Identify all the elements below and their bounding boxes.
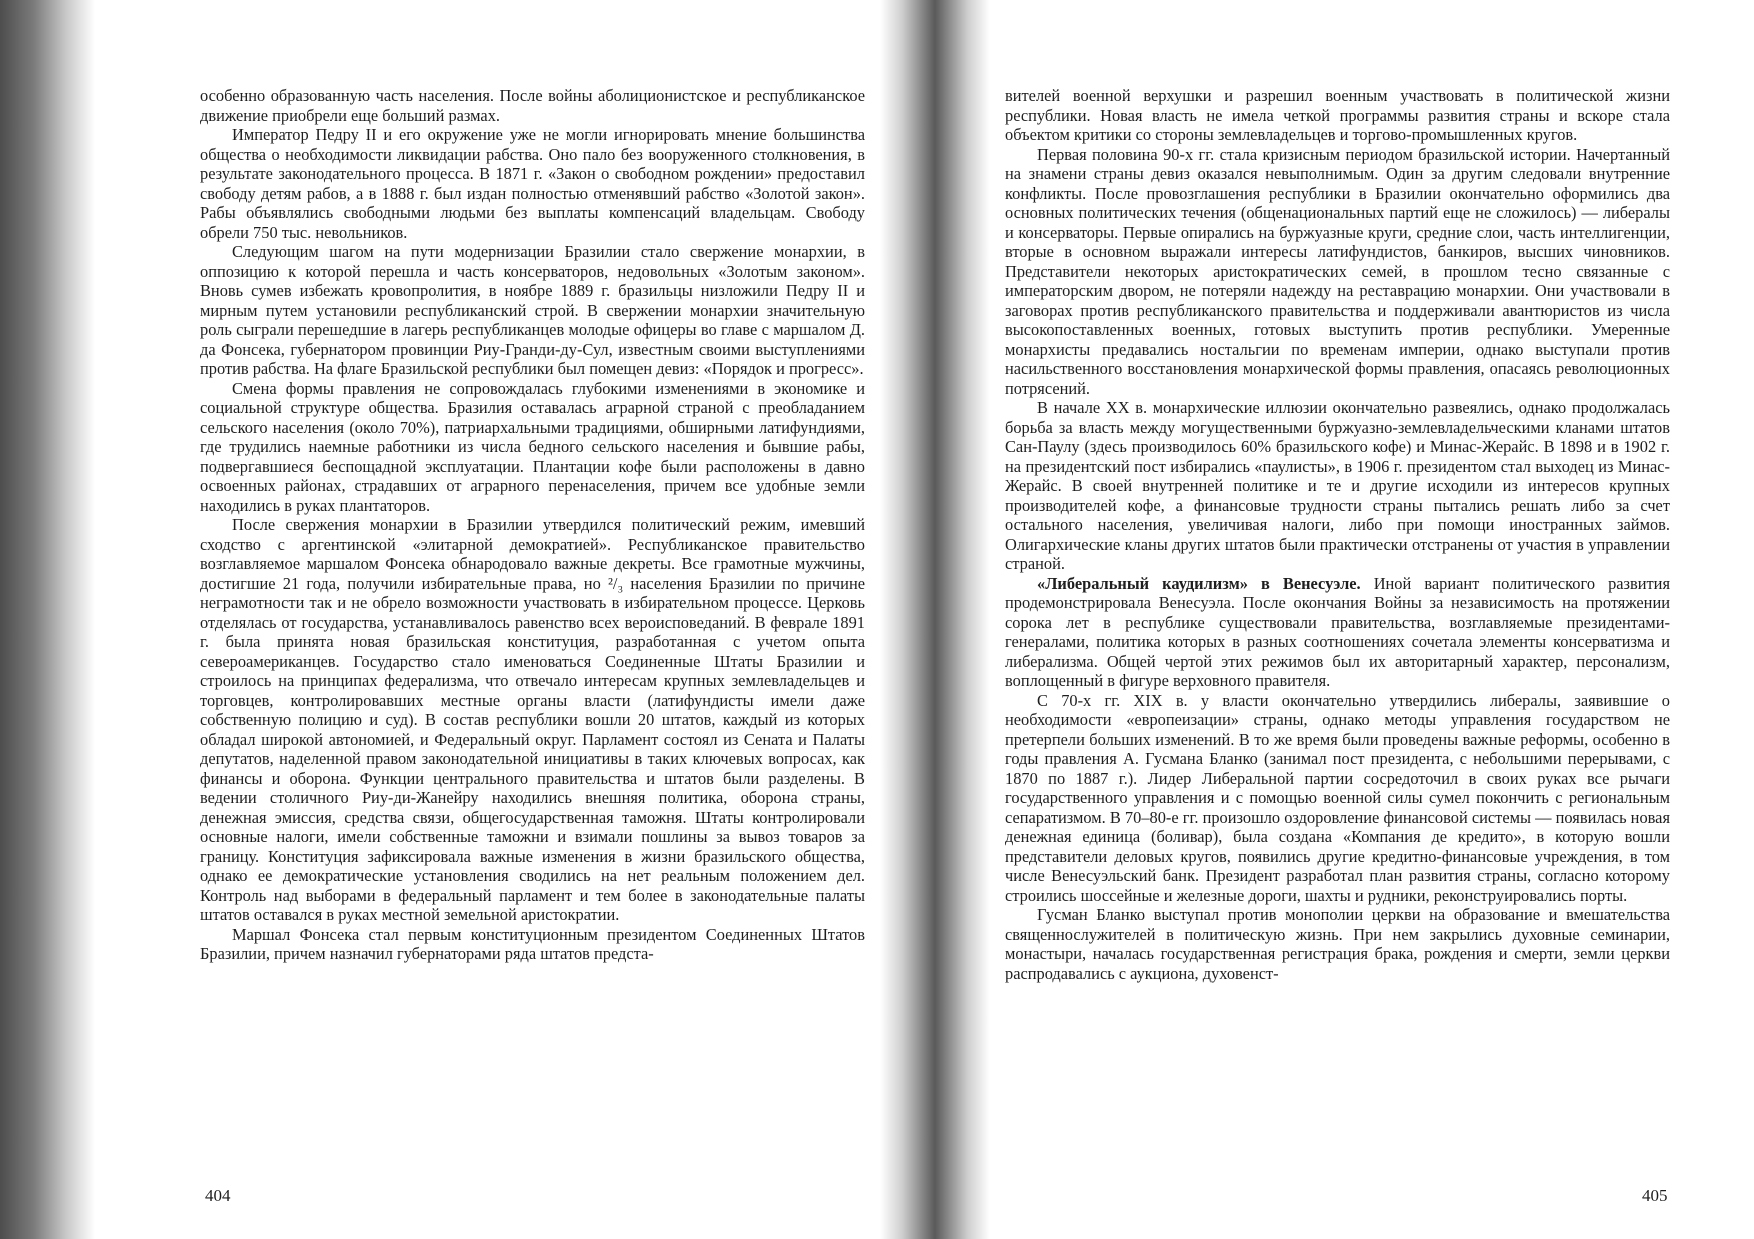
paragraph: вителей военной верхушки и разрешил военным участвовать в политической жизни республики. Новая власть не имела четкой программы развития страны и вскоре стала объектом критики со стороны землевладельцев и торгово-промышленных кругов. (1005, 86, 1670, 144)
section-text: Иной вариант политического развития продемонстрировала Венесуэла. После окончания Войны за независимость на протяжении сорока лет в республике существовали правительства, возглавляемые президентами-генералами, политика которых в разных соотношениях сочетала элементы консерватизма и либерализма. Общей чертой этих режимов был их авторитарный характер, персонализм, воплощенный в фигуре верховного правителя. (1005, 573, 1670, 690)
paragraph: Смена формы правления не сопровождалась глубокими изменениями в экономике и социальной структуре общества. Бразилия оставалась аграрной страной с преобладанием сельского населения (около 70%), патриархальными традициями, обширными латифундиями, где трудились наемные работники из числа бедного сельского населения и бывшие рабы, подвергавшиеся беспощадной эксплуатации. Плантации кофе были расположены в давно освоенных районах, страдавших от аграрного перенаселения, причем все удобные земли находились в руках плантаторов. (200, 378, 865, 515)
section-heading: «Либеральный каудилизм» в Венесуэле. (1037, 573, 1361, 593)
scan-shadow-left (0, 0, 95, 1239)
left-page-text (200, 86, 865, 964)
paragraph: В начале XX в. монархические иллюзии окончательно развеялись, однако продолжалась борьба за власть между могущественными буржуазно-землевладельческими кланами штатов Сан-Паулу (здесь производилось 60% бразильского кофе) и Минас-Жерайс. В 1898 и в 1902 г. на президентский пост избирались «паулисты», в 1906 г. президентом стал выходец из Минас-Жерайс. В своей внутренней политике и те и другие исходили из интересов крупных производителей кофе, а финансовые трудности страны пытались решать либо за счет остального населения, увеличивая налоги, либо при помощи иностранных займов. Олигархические кланы других штатов были практически отстранены от участия в управлении страной. (1005, 398, 1670, 573)
paragraph: Первая половина 90-х гг. стала кризисным периодом бразильской истории. Начертанный на знамени страны девиз оказался невыполнимым. Один за другим следовали внутренние конфликты. После провозглашения республики в Бразилии окончательно оформились два основных политических течения (общенациональных партий еще не сложилось) — либералы и консерваторы. Первые опирались на буржуазные круги, средние слои, часть интеллигенции, вторые в основном выражали интересы латифундистов, банкиров, высших чиновников. Представители некоторых аристократических семей, в прошлом тесно связанные с императорским двором, не потеряли надежду на реставрацию монархии. Они участвовали в заговорах против республиканского правительства и поддерживали авантюристов из числа высокопоставленных военных, готовых выступить против республики. Умеренные монархисты предавались ностальгии по временам империи, однако выступали против насильственного восстановления монархической формы правления, опасаясь революционных потрясений. (1005, 144, 1670, 398)
paragraph: Следующим шагом на пути модернизации Бразилии стало свержение монархии, в оппозицию к которой перешла и часть консерваторов, недовольных «Золотым законом». Вновь сумев избежать кровопролития, в ноябре 1889 г. бразильцы низложили Педру II и мирным путем установили республиканский строй. В свержении монархии значительную роль сыграли перешедшие в лагерь республиканцев молодые офицеры во главе с маршалом Д. да Фонсека, губернатором провинции Риу-Гранди-ду-Сул, известным своими выступлениями против рабства. На флаге Бразильской республики был помещен девиз: «Порядок и прогресс». (200, 242, 865, 378)
right-page-text (1005, 86, 1670, 983)
book-gutter-shadow (880, 0, 990, 1239)
paragraph: После свержения монархии в Бразилии утвердился политический режим, имевший сходство с аргентинской «элитарной демократией». Республиканское правительство возглавляемое маршалом Фонсека обнародовало важные декреты. Все грамотные мужчины, достигшие 21 года, получили избирательные права, но ²/₃ населения Бразилии по причине неграмотности так и не обрело возможности участвовать в избирательном процессе. Церковь отделялась от государства, устанавливалось равенство всех вероисповеданий. В феврале 1891 г. была принята новая бразильская конституция, разработанная с учетом опыта североамериканцев. Государство стало именоваться Соединенные Штаты Бразилии и строилось на принципах федерализма, что отвечало интересам крупных землевладельцев и торговцев, контролировавших местные органы власти (латифундисты имели даже собственную полицию и суд). В состав республики вошли 20 штатов, каждый из которых обладал широкой автономией, и Федеральный округ. Парламент состоял из Сената и Палаты депутатов, наделенной правом законодательной инициативы в таких ключевых вопросах, как финансы и оборона. Функции центрального правительства и штатов были разделены. В ведении столичного Риу-ди-Жанейру находились внешняя политика, оборона страны, денежная эмиссия, средства связи, общегосударственная таможня. Штаты контролировали основные налоги, имели собственные таможни и взимали пошлины за вывоз товаров за границу. Конституция зафиксировала важные изменения в жизни бразильского общества, однако ее демократические установления сводились на нет реальным положением дел. Контроль над выборами в федеральный парламент и тем более в законодательные палаты штатов оставался в руках местной земельной аристократии. (200, 515, 865, 924)
paragraph (1005, 691, 1670, 906)
paragraph-text: С 70-х гг. XIX в. у власти окончательно утвердились либералы, заявившие о необходимости «европеизации» страны, однако методы управления государством не претерпели больших изменений. В то же время были проведены важные реформы, особенно в годы правления А. Гусмана Бланко (занимал пост президента, с небольшими перерывами, с 1870 по 1887 г.). Лидер Либеральной партии сосредоточил в своих руках все рычаги государственного управления и с помощью военной силы сумел покончить с региональным сепаратизмом. В 70–80-е гг. произошло оздоровление финансовой системы — появилась новая денежная единица (боливар), была создана «Компания де кредито», в которую вошли представители деловых кругов, появились другие кредитно-финансовые учреждения, в том числе Венесуэльский банк. Президент разработал план развития страны, согласно которому строились шоссейные и железные дороги, шахты и рудники, реконструировались порты. (1005, 690, 1670, 905)
page-number-right: 405 (1642, 1186, 1668, 1205)
page-number-left: 404 (205, 1186, 231, 1205)
paragraph: Гусман Бланко выступал против монополии церкви на образование и вмешательства священнослужителей в политическую жизнь. При нем закрылись духовные семинарии, монастыри, началась государственная регистрация брака, рождения и смерти, земли церкви распродавались с аукциона, духовенст- (1005, 905, 1670, 983)
paragraph: Маршал Фонсека стал первым конституционным президентом Соединенных Штатов Бразилии, причем назначил губернаторами ряда штатов предста- (200, 924, 865, 963)
paragraph: Император Педру II и его окружение уже не могли игнорировать мнение большинства общества о необходимости ликвидации рабства. Оно пало без вооруженного столкновения, в результате законодательного процесса. В 1871 г. «Закон о свободном рождении» предоставил свободу детям рабов, а в 1888 г. был издан полностью отменявший рабство «Золотой закон». Рабы объявлялись свободными людьми без выплаты компенсаций владельцам. Свободу обрели 750 тыс. невольников. (200, 125, 865, 242)
section-paragraph (1005, 574, 1670, 691)
paragraph: особенно образованную часть населения. После войны аболиционистское и республиканское движение приобрели еще больший размах. (200, 86, 865, 125)
